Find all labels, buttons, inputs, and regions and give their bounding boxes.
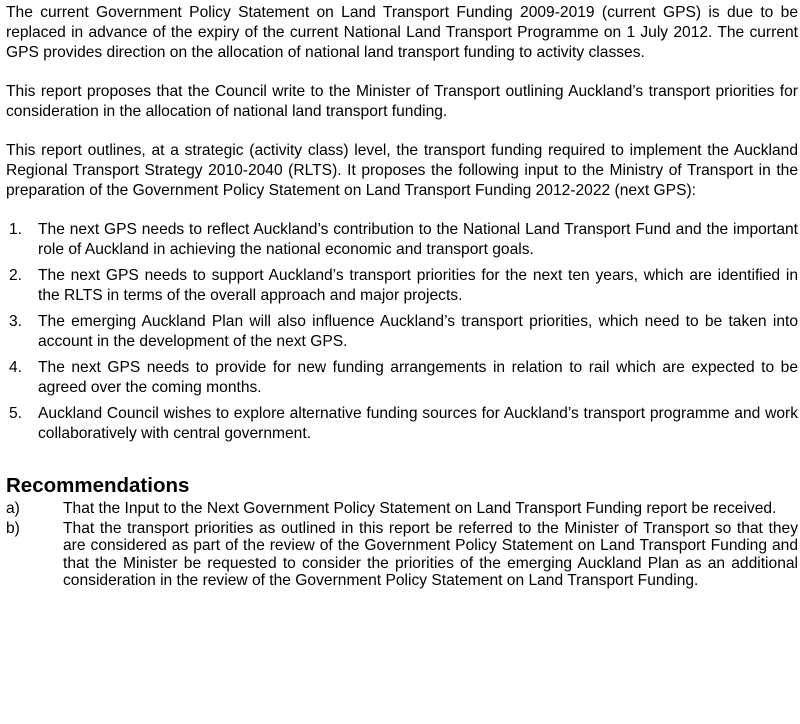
intro-paragraph-strategic-outline: This report outlines, at a strategic (activity class) level, the transport funding required to implement the Auckland Regional Transport Strategy 2010-2040 (RLTS). It proposes the following input to the Ministry of Transport in the preparation of the Government Policy Statement on Land Transport Funding 2012-2022 (next GPS): [6, 142, 798, 199]
recommendation-text: That the Input to the Next Government Policy Statement on Land Transport Funding report be received. [63, 500, 777, 517]
intro-paragraph-gps-replacement: The current Government Policy Statement on Land Transport Funding 2009-2019 (current GPS) is due to be replaced in advance of the expiry of the current National Land Transport Programme on 1 July 2012. The current GPS provides direction on the allocation of national land transport funding to activity classes. [6, 4, 798, 61]
list-item-number: 1. [9, 221, 23, 238]
intro-paragraph-report-purpose: This report proposes that the Council write to the Minister of Transport outlining Auckland’s transport priorities for consideration in the allocation of national land transport funding. [6, 83, 798, 120]
list-item-text: Auckland Council wishes to explore alternative funding sources for Auckland’s transport programme and work collaboratively with central government. [38, 405, 798, 442]
recommendation-text: That the transport priorities as outlined in this report be referred to the Minister of Transport so that they are considered as part of the review of the Government Policy Statement on Land Transport Funding and that the Minister be requested to consider the priorities of the emerging Auckland Plan as an additional consideration in the review of the Government Policy Statement on Land Transport Funding. [63, 520, 798, 590]
recommendation-letter: a) [6, 500, 20, 517]
list-item [6, 358, 798, 398]
proposal-list [6, 220, 798, 444]
list-item [6, 266, 798, 306]
recommendations-list [6, 499, 798, 590]
list-item-number: 2. [9, 267, 23, 284]
list-item-text: The next GPS needs to support Auckland’s transport priorities for the next ten years, which are identified in the RLTS in terms of the overall approach and major projects. [38, 267, 798, 304]
document-page [6, 3, 798, 590]
list-item-number: 5. [9, 405, 23, 422]
list-item-text: The emerging Auckland Plan will also influence Auckland’s transport priorities, which need to be taken into account in the development of the next GPS. [38, 313, 798, 350]
recommendations-heading: Recommendations [6, 474, 190, 497]
list-item-number: 3. [9, 313, 23, 330]
list-item [6, 220, 798, 260]
list-item [6, 312, 798, 352]
recommendation-letter: b) [6, 520, 20, 537]
list-item-number: 4. [9, 359, 23, 376]
list-item-text: The next GPS needs to reflect Auckland’s contribution to the National Land Transport Fund and the important role of Auckland in achieving the national economic and transport goals. [38, 221, 798, 258]
recommendation-item [6, 499, 798, 519]
recommendation-item [6, 519, 798, 590]
list-item [6, 404, 798, 444]
list-item-text: The next GPS needs to provide for new funding arrangements in relation to rail which are expected to be agreed over the coming months. [38, 359, 798, 396]
